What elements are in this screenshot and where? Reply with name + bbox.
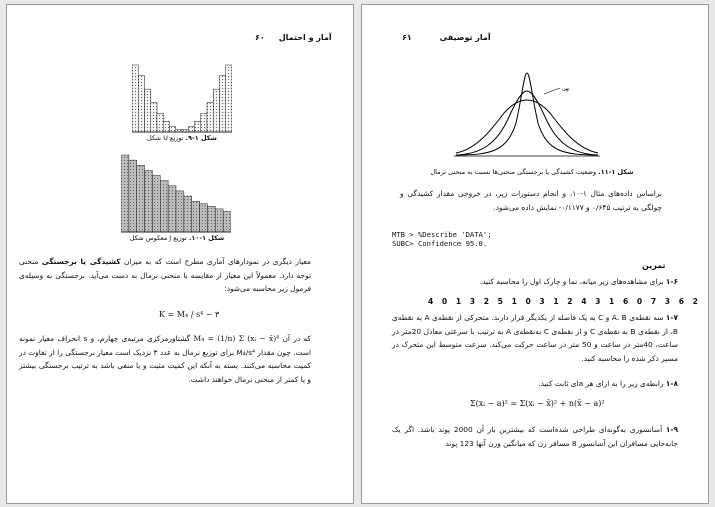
kurtosis-formula: K = M₄ / s⁴ − ۳ xyxy=(159,310,220,319)
curve-label: پهن xyxy=(562,86,570,92)
u-histogram-bar xyxy=(195,121,201,132)
j-histogram-bar xyxy=(152,176,160,232)
left-page xyxy=(6,4,354,504)
fig9-caption-label: شکل ۱-۹. xyxy=(185,134,217,142)
moment-para-b: گشتاورمرکزی مرتبه‌ی چهارم، و s انحراف معیار نمونه است. چون مقدار M₄/s⁴ برای توزیع نرمال به عدد ۳ نزدیک است معیار برجستگی را از تفاوت در کمیت محاسبه می‌کنند. بسته به آنکه این کمیت مثبت و یا منفی باشد به ترتیب برجستگی بیشتر و یا کمتر از منحنی نرمال خواهند داشت. xyxy=(19,334,311,384)
minitab-command-2: SUBC> Confidence 95.0. xyxy=(392,239,488,248)
u-histogram-bar xyxy=(213,89,219,132)
platykurtic-curve xyxy=(456,100,598,153)
kurtosis-para-a: معیار دیگری در نمودارهای آماری مطرح است که به میزان xyxy=(124,257,311,266)
exercises-heading: تمرین xyxy=(642,261,666,270)
ex8-text: رابطه‌ی زیر را به ازای هر aای ثابت کنید. xyxy=(538,379,664,388)
left-header-title: آمار و احتمال xyxy=(278,33,332,42)
j-histogram-bar xyxy=(207,206,215,232)
u-histogram-bar xyxy=(170,127,176,132)
u-histogram-bar xyxy=(138,76,144,132)
fig11-caption-label: شکل ۱-۱۱. xyxy=(598,168,634,176)
j-histogram-bar xyxy=(184,196,192,232)
exercise-9 xyxy=(392,423,678,450)
u-histogram-bar xyxy=(226,65,232,132)
u-shaped-histogram xyxy=(132,61,232,133)
u-histogram-bar xyxy=(188,127,194,132)
j-histogram-bar xyxy=(176,191,184,232)
j-histogram-bar xyxy=(137,165,145,232)
j-histogram-bar xyxy=(192,201,200,232)
u-histogram-bar xyxy=(157,113,163,132)
ex8-label: ۱-۸ xyxy=(665,379,678,388)
u-histogram-bar xyxy=(151,103,157,132)
right-header-number: ۶۱ xyxy=(402,33,412,42)
ex6-data: 4 0 1 3 2 5 1 0 3 1 2 4 3 1 6 0 7 3 6 2 xyxy=(428,297,699,306)
ex7-label: ۱-۷ xyxy=(665,313,678,322)
left-header-number: ۶۰ xyxy=(255,33,265,42)
ex9-text: آسانسوری به‌گونه‌ای طراحی شده‌است که بیشترین بار آن 2000 پوند باشد. اگر یک جابه‌جایی مسافران این آسانسور 8 مسافر زن که میانگین وزن آنها 123 پوند xyxy=(392,425,678,448)
fig9-caption xyxy=(127,134,237,142)
ex6-text: برای مشاهده‌های زیر میانه، نما و چارک اول را محاسبه کنید. xyxy=(479,277,664,286)
j-histogram-bar xyxy=(223,211,231,232)
u-histogram-bar xyxy=(132,65,138,132)
j-histogram-bar xyxy=(129,160,137,232)
kurtosis-curves-figure xyxy=(452,67,602,163)
curve-label-pointer xyxy=(544,88,560,94)
right-header-title: آمار توصیفی xyxy=(439,33,491,42)
left-page-header xyxy=(255,33,332,42)
kurtosis-paragraph xyxy=(19,255,311,296)
exercise-7 xyxy=(392,311,678,365)
u-histogram-bar xyxy=(220,76,226,132)
ex7-text: سه نقطه‌ی A، B و C به یک فاصله از یکدیگر قرار دارند. متحرکی از نقطه‌ی A به نقطه‌ی B، از نقطه‌ی B به نقطه‌ی C و از نقطه‌ی C به‌نقطه‌ی A به ترتیب با سرعتی معادل 20متر در ساعت، 40متر در ساعت و 50 متر در ساعت حرکت می‌کند. سرعت متوسط این متحرک در مسیر ذکر شده را محاسبه کنید. xyxy=(392,313,678,363)
exercise-6 xyxy=(392,275,678,289)
u-histogram-bar xyxy=(145,89,151,132)
mesokurtic-curve xyxy=(456,91,598,155)
exercise-8 xyxy=(392,377,678,391)
right-page-header xyxy=(402,33,491,42)
minitab-command-1: MTB > %Describe 'DATA'; xyxy=(392,230,492,239)
reverse-j-histogram xyxy=(121,151,231,233)
j-histogram-bar xyxy=(215,209,223,232)
kurtosis-para-c: منحنی توجه دارد. معمولاً این معیار از مقایسه با منحنی نرمال به دست می‌آید. برجستگی به وسیله‌ی فرمول زیر محاسبه می‌شود: xyxy=(19,257,311,293)
fig9-caption-text: توزیع U شکل xyxy=(147,134,184,142)
fig11-caption xyxy=(417,168,647,176)
ex9-label: ۱-۹ xyxy=(665,425,678,434)
u-histogram-bar xyxy=(176,129,182,132)
j-histogram-bar xyxy=(145,170,153,232)
moment-paragraph xyxy=(19,332,311,386)
u-histogram-bar xyxy=(182,129,188,132)
fig10-caption-label: شکل ۱-۱۰. xyxy=(188,234,225,242)
fig10-caption xyxy=(117,234,237,242)
kurtosis-term: کشیدگی یا برجستگی xyxy=(41,257,121,266)
m4-formula: M₄ = (1/n) Σ (xᵢ − x̄)⁴ xyxy=(193,334,280,343)
j-histogram-bar xyxy=(200,204,208,232)
j-histogram-bar xyxy=(121,155,129,232)
right-page xyxy=(361,4,709,504)
u-histogram-bar xyxy=(163,121,169,132)
u-histogram-bar xyxy=(201,113,207,132)
fig10-caption-text: توزیع J معکوس شکل xyxy=(129,234,187,242)
u-histogram-bar xyxy=(207,103,213,132)
ex8-identity: Σ(xᵢ − a)² = Σ(xᵢ − x̄)² + n(x̄ − a)² xyxy=(470,399,605,408)
j-histogram-bar xyxy=(160,181,168,232)
example-paragraph: براساس داده‌های مثال ۱-۱۰، و انجام دستورات زیر، در خروجی مقدار کشیدگی و چولگی به ترتیب ۰/۶۴۵ و ۰/۱۱۷۷- نمایش داده می‌شود. xyxy=(400,189,662,212)
moment-para-a: که در آن xyxy=(282,334,311,343)
j-histogram-bar xyxy=(168,186,176,232)
fig11-caption-text: وضعیت کشیدگی یا برجستگی منحنی‌ها نسبت به منحنی نرمال xyxy=(430,168,597,176)
ex6-label: ۱-۶ xyxy=(665,277,678,286)
